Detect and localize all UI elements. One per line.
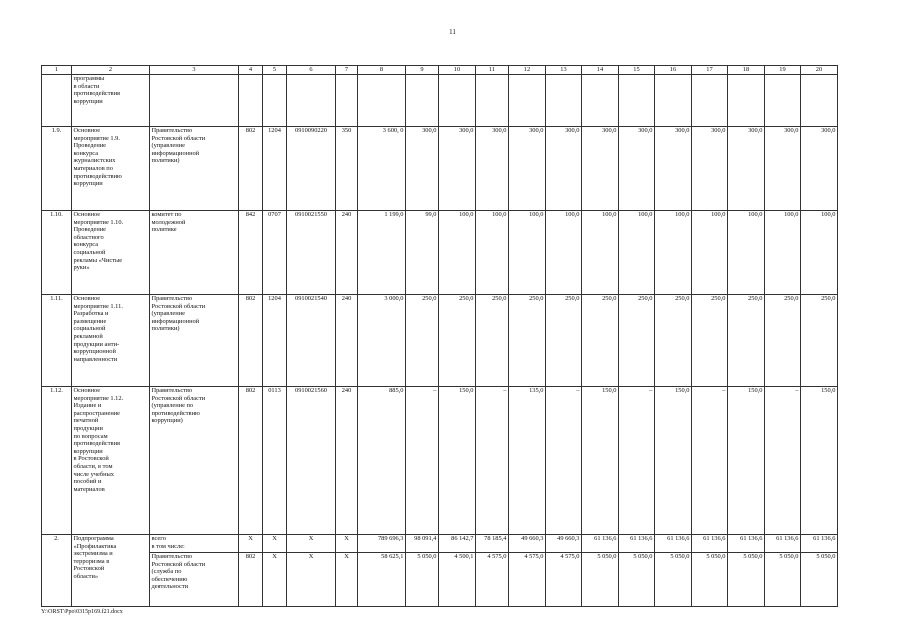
value-cell: 99,0: [406, 211, 439, 295]
value-cell: [336, 75, 358, 127]
value-cell: –: [406, 387, 439, 535]
value-cell: 0707: [263, 211, 287, 295]
subprogram-name: Подпрограмма «Профилактика экстремизма и терроризма в Ростовской области»: [72, 535, 150, 607]
activity-name: Основное мероприятие 1.12. Издание и распространение печатной продукции по вопросам противодействия коррупции в Ростовской области, в том числе учебных пособий и материалов: [72, 387, 150, 535]
value-cell: 3 000,0: [358, 295, 406, 387]
value-cell: 4 575,0: [509, 553, 546, 607]
value-cell: 250,0: [801, 295, 838, 387]
value-cell: 100,0: [728, 211, 765, 295]
value-cell: 86 142,7: [439, 535, 476, 553]
value-cell: 250,0: [765, 295, 801, 387]
value-cell: 250,0: [619, 295, 655, 387]
value-cell: 300,0: [619, 127, 655, 211]
value-cell: 240: [336, 387, 358, 535]
column-header: 3: [150, 66, 239, 75]
value-cell: 240: [336, 295, 358, 387]
column-header: 16: [655, 66, 692, 75]
value-cell: 300,0: [765, 127, 801, 211]
value-cell: [509, 75, 546, 127]
value-cell: 150,0: [728, 387, 765, 535]
value-cell: 802: [239, 553, 263, 607]
budget-table: [41, 65, 838, 607]
value-cell: 250,0: [439, 295, 476, 387]
value-cell: 150,0: [655, 387, 692, 535]
value-cell: 842: [239, 211, 263, 295]
value-cell: 61 136,6: [692, 535, 728, 553]
value-cell: 250,0: [406, 295, 439, 387]
value-cell: 300,0: [509, 127, 546, 211]
value-cell: 250,0: [728, 295, 765, 387]
column-header: 15: [619, 66, 655, 75]
value-cell: X: [263, 553, 287, 607]
value-cell: 0113: [263, 387, 287, 535]
column-header: 6: [287, 66, 336, 75]
column-header: 17: [692, 66, 728, 75]
value-cell: 300,0: [692, 127, 728, 211]
value-cell: 5 050,0: [765, 553, 801, 607]
value-cell: –: [619, 387, 655, 535]
value-cell: 250,0: [582, 295, 619, 387]
value-cell: 250,0: [546, 295, 582, 387]
value-cell: 300,0: [439, 127, 476, 211]
row-number: 1.11.: [42, 295, 72, 387]
activity-name: Основное мероприятие 1.10. Проведение областного конкурса социальной рекламы «Чистые руки»: [72, 211, 150, 295]
value-cell: [546, 75, 582, 127]
value-cell: 802: [239, 295, 263, 387]
value-cell: 100,0: [765, 211, 801, 295]
column-header: 1: [42, 66, 72, 75]
value-cell: 5 050,0: [406, 553, 439, 607]
column-header: 11: [476, 66, 509, 75]
value-cell: [655, 75, 692, 127]
value-cell: 250,0: [509, 295, 546, 387]
executor: Правительство Ростовской области (управление по противодействию коррупции): [150, 387, 239, 535]
column-header: 19: [765, 66, 801, 75]
value-cell: 240: [336, 211, 358, 295]
column-number-row: [42, 66, 838, 75]
value-cell: [801, 75, 838, 127]
row-number: 1.10.: [42, 211, 72, 295]
value-cell: 150,0: [582, 387, 619, 535]
value-cell: X: [336, 535, 358, 553]
value-cell: [582, 75, 619, 127]
value-cell: [263, 75, 287, 127]
value-cell: 58 625,1: [358, 553, 406, 607]
value-cell: 150,0: [801, 387, 838, 535]
value-cell: 100,0: [692, 211, 728, 295]
value-cell: 250,0: [655, 295, 692, 387]
value-cell: 350: [336, 127, 358, 211]
value-cell: 61 136,6: [728, 535, 765, 553]
value-cell: [239, 75, 263, 127]
value-cell: 100,0: [439, 211, 476, 295]
value-cell: 100,0: [655, 211, 692, 295]
row-number: [42, 75, 72, 127]
value-cell: [619, 75, 655, 127]
column-header: 7: [336, 66, 358, 75]
value-cell: 78 185,4: [476, 535, 509, 553]
executor: Правительство Ростовской области (управление информационной политики): [150, 127, 239, 211]
value-cell: 4 575,0: [546, 553, 582, 607]
column-header: 14: [582, 66, 619, 75]
table-row: [42, 75, 838, 127]
value-cell: 61 136,6: [619, 535, 655, 553]
executor: Правительство Ростовской области (управление информационной политики): [150, 295, 239, 387]
value-cell: [287, 75, 336, 127]
value-cell: 1204: [263, 295, 287, 387]
value-cell: 0910021560: [287, 387, 336, 535]
value-cell: [728, 75, 765, 127]
column-header: 13: [546, 66, 582, 75]
value-cell: 300,0: [728, 127, 765, 211]
page-number: 11: [449, 28, 456, 36]
executor: [150, 75, 239, 127]
value-cell: 49 660,3: [546, 535, 582, 553]
row-number: 1.9.: [42, 127, 72, 211]
activity-name: Основное мероприятие 1.9. Проведение конкурса журналистских материалов по противодействию коррупции: [72, 127, 150, 211]
value-cell: 100,0: [476, 211, 509, 295]
value-cell: 300,0: [655, 127, 692, 211]
value-cell: 100,0: [546, 211, 582, 295]
value-cell: 5 050,0: [728, 553, 765, 607]
value-cell: 300,0: [582, 127, 619, 211]
value-cell: 100,0: [619, 211, 655, 295]
value-cell: [358, 75, 406, 127]
value-cell: 0910021540: [287, 295, 336, 387]
value-cell: 4 500,1: [439, 553, 476, 607]
value-cell: X: [287, 553, 336, 607]
value-cell: 0910021550: [287, 211, 336, 295]
value-cell: 250,0: [692, 295, 728, 387]
value-cell: 5 050,0: [619, 553, 655, 607]
value-cell: 789 696,3: [358, 535, 406, 553]
value-cell: 300,0: [406, 127, 439, 211]
column-header: 4: [239, 66, 263, 75]
value-cell: 3 600, 0: [358, 127, 406, 211]
value-cell: –: [546, 387, 582, 535]
table-row: [42, 211, 838, 295]
column-header: 20: [801, 66, 838, 75]
subprogram-total-row: [42, 535, 838, 553]
value-cell: 49 660,3: [509, 535, 546, 553]
value-cell: 5 050,0: [692, 553, 728, 607]
value-cell: 61 136,6: [582, 535, 619, 553]
value-cell: 4 575,0: [476, 553, 509, 607]
value-cell: 0910090220: [287, 127, 336, 211]
value-cell: 61 136,6: [655, 535, 692, 553]
value-cell: 300,0: [801, 127, 838, 211]
value-cell: 5 050,0: [655, 553, 692, 607]
value-cell: 300,0: [546, 127, 582, 211]
value-cell: 150,0: [439, 387, 476, 535]
value-cell: 61 136,6: [765, 535, 801, 553]
column-header: 2: [72, 66, 150, 75]
value-cell: 135,0: [509, 387, 546, 535]
value-cell: X: [239, 535, 263, 553]
column-header: 9: [406, 66, 439, 75]
executor: комитет по молодежной политике: [150, 211, 239, 295]
activity-name: Основное мероприятие 1.11. Разработка и размещение социальной рекламной продукции анти- коррупционной направленности: [72, 295, 150, 387]
table-row: [42, 127, 838, 211]
value-cell: –: [765, 387, 801, 535]
value-cell: [406, 75, 439, 127]
file-path-footer: Y:\ORST\Ppo\0315p169.f21.docx: [41, 609, 123, 615]
value-cell: 802: [239, 127, 263, 211]
value-cell: 5 050,0: [801, 553, 838, 607]
column-header: 12: [509, 66, 546, 75]
value-cell: 885,0: [358, 387, 406, 535]
value-cell: –: [476, 387, 509, 535]
executor: Правительство Ростовской области (служба по обеспечению деятельности: [150, 553, 239, 607]
value-cell: 61 136,6: [801, 535, 838, 553]
subprogram-number: 2.: [42, 535, 72, 607]
column-header: 5: [263, 66, 287, 75]
value-cell: 5 050,0: [582, 553, 619, 607]
activity-name: программы в области противодействия коррупции: [72, 75, 150, 127]
value-cell: 100,0: [509, 211, 546, 295]
value-cell: [476, 75, 509, 127]
value-cell: [439, 75, 476, 127]
value-cell: 98 091,4: [406, 535, 439, 553]
column-header: 8: [358, 66, 406, 75]
value-cell: [692, 75, 728, 127]
value-cell: 250,0: [476, 295, 509, 387]
value-cell: [765, 75, 801, 127]
value-cell: X: [336, 553, 358, 607]
column-header: 18: [728, 66, 765, 75]
value-cell: –: [692, 387, 728, 535]
value-cell: 100,0: [801, 211, 838, 295]
executor-total: всего в том числе:: [150, 535, 239, 553]
value-cell: 1 199,0: [358, 211, 406, 295]
table-row: [42, 387, 838, 535]
value-cell: X: [263, 535, 287, 553]
row-number: 1.12.: [42, 387, 72, 535]
value-cell: 300,0: [476, 127, 509, 211]
value-cell: X: [287, 535, 336, 553]
table-row: [42, 295, 838, 387]
value-cell: 1204: [263, 127, 287, 211]
value-cell: 802: [239, 387, 263, 535]
column-header: 10: [439, 66, 476, 75]
value-cell: 100,0: [582, 211, 619, 295]
subprogram-executor-row: [42, 553, 838, 607]
